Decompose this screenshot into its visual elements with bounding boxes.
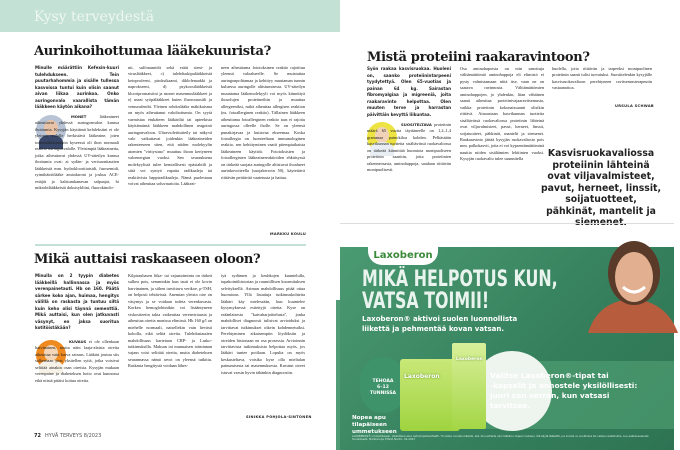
article-body (35, 339, 119, 421)
article-body: Kilpirauhasen liika- tai vajaatoiminta on tärkeä sulkea pois, semminkin kun tauti ei ole kovin harvinainen, ja siihen tarvittava verikoe, p-TSH, on helposti tehtävissä. Anemian yleisin oire on väsymys ja se voidaan todeta verenkuvasta. Korkea hemoglobiinikin voi lisääntyneen viskositeetin takia vaikeuttaa verenvirtausta ja aiheuttaa oireita monissa elimissä. Hb 160 g/l on miehelle normaali, naisellekin vain lievästi koholla, eikä selitä oireita. Tulehdustautien mahdollisuus kartetaan CRP- ja Lasko-tutkimuksilla. Maksan tai munuaisen toiminnan vajaus voisi selittää oireita, mutta diabeteksen seurannassa nämä arvot on yleensä tutkittu. Raskasta hengitystä voidaan lähes- (128, 273, 212, 369)
product-box: Laxoberon (400, 359, 460, 431)
ad-tagline: Nopea apu tilapäiseen ummetukseen (352, 415, 397, 435)
advertisement (340, 247, 674, 450)
article-title: Mistä proteiini raakaravintoon? (367, 50, 590, 65)
article-title: Mikä auttaisi raskaaseen oloon? (34, 252, 261, 267)
product-bottle-box: Laxoberon (452, 343, 486, 429)
divider (35, 244, 306, 246)
effect-time-badge: TEHOAA 6–12 TUNNISSA (360, 357, 406, 413)
ad-fine-print: LAXOBERON® ummetukseen. Vaikuttava aine natriumpikosulfaatti. Yli viiden vuoden ikäisille, alle 12-vuotiaille vain lääkärin ohjeen mukaan. Älä käytä lääkettä, jos sinulla on suolitukos tai vaikea nestehukka. Lue pakkausseloste huolellisesti. Markkinoija STADA Nordic. 04-2023 (352, 435, 649, 442)
body-text: lääkeaineet aiheuttavat yhdessä auringonvalon kanssa ihottumia. Kysyjän käyttämä kefaleksiini ei ole yleinen valolle herkistävä lääkeaine, joten todennäköisemmin kyseessä oli ihon normaali reaktio auringonvalolle. Yleisimpiä lääkeaineita, jotka aiheuttavat yhdessä UV-säteilyn kanssa ihottumia ovat: ai sydän- ja verisuonitautien lääkkeistä mm. hydroklooritiatsidi, furosemidi, rytmihäiriölääke amiodaroni ja joskus ACE-estäjät ja kalsiumkanavan salpaajat, bi mikrobilääkkeistä doksisykliini, fluorokinolo- (35, 114, 119, 190)
article-body: neen aiheuttama fototoksinen reaktio rajoittuu yleensä valoalueelle. Se muistuttaa auringonpolttamaa ja kehittyy muutaman tunnin kuluessa auringolle altistumisesta. UV-säteilyn muuntama lääkemolekyyli voi myös kiinnittyä ihosolujen proteiineihin ja muuttaa allergeeniksi, mikä aiheuttaa allergisen reaktion (ns. fotoallerginen reaktio). Tällainen lääkkeen aiheuttama fotoallerginen reaktio taas ei rajoitu auringossa olleelle iholle. Se on yleensä punakirjavaa ja kutiavaa ekseemaa. Koska fotoallergia on luonteeltaan immunologinen reaktio, sen kehittyminen vaatii pitempiaikaista lääkeaineen käyttöä. Fototoksisten ja fotoallergisten lääkeainereaktioiden ehkäisyssä on tärkeää suojata auringolle altistuvat ihoalueet aurinkovoiteella (suojakerroin 50), käytettävä riittävän peittävää vaatetusta ja hattua. (221, 65, 305, 180)
pull-quote: Kasvisruokavaliossa proteiinin lähteinä ovat viljavalmisteet, pavut, herneet, linssit, soijatuotteet, pähkinät, mantelit ja (541, 148, 661, 217)
article-body: huolella, jotta riittävän ja tarpeeksi monipuolinen proteiinin saanti tulisi turvatuksi. Suosittelenkin kysyjälle kasvisruokavalioon perehtyneen ravitsemusterapeutin vastaanottoa. (552, 66, 652, 91)
section-title: Kysy terveydestä (34, 9, 155, 25)
page-footer (34, 433, 101, 439)
byline: MARKKU KOULU (270, 232, 307, 236)
article-body (35, 114, 119, 228)
article-body: tyä sydämen ja keuhkojen kuuntelulla, tupakointihistorian ja ruumiillisen kuormituksen selvityksellä. Astman mahdollisuus pitää ottaa huomioon. Yllä listattuja tutkimuskohteita lääkäri käy mielessään, kun kuuntelee kysymyksessä esitettyjä oireita. Kyse on eräänlaisesta "kaivaharjoittelusta", jonka mahdolliset diagnoosit tulisivat arvioiduksi ja tarvittavat tutkimukset oikein kohdennetuiksi. Perehtyminen aikaisempiin löydöksiin ja oireiden historiaan on osa prosessia. Arvioinnin tarvittavista tutkimuksista helpottaa myös, jos lääkäri tuntee potilaan. Lopulta on myös keskusteltava, voisiko kyse olla mielialan painumisesta tai masennuksesta. Kuvatut oireet istuvat varsin hyvin tähänkin diagnoosiin. (221, 273, 305, 375)
article-lead: Minulle määrättiin Kefexin-kuuri tulehdukseen. Tein puutarhahommia ja sisälle tullessa kasvoissa tuntui kuin olisin saanut aivan liikaa aurinkoa. Onko auringonvalo vaarallista tämän lääkkeen käytön aikana? (35, 65, 119, 109)
divider (340, 223, 674, 224)
article-body: nit, sulfonamidit sekä eräät sieni- ja viruslääkkeet, c) tulehduskipulääkkeistä ketoprofeeni, piroksikaami, diklofenaakki ja naprokseeni, d) psykoosilääkkeistä klooripromatsiini ja monet masennuslääkkeet ja e) useat syöpälääkkeet kuten fluorourasiili ja vemurafenibi. Yleinen rohdoslääke mäkikuisma on myös aiheuttanut valoihottumia. On syytä varmistaa etukäteen lääkäriltä tai apteekista käyttämänsä lääkkeen mahdollinen reagointi auringonvaloon. Ultraviolettisäteily tai näkyvä valo vaikuttavat joidenkin lääkeaineiden rakenteeseen siten, että niiden molekyylin atomien "viritystaso" muuttuu ihoon kertyneen valoenergian vuoksi. Sen seurauksena molekyylistä tulee kemiallisesti epästabiili ja siitä voi syntyä vapaita radikaaleja tai reaktiivisia happiradikaaleja. Nämä puolestaan voivat aiheuttaa soluvaurioita. Lääkeai- (128, 65, 212, 187)
lead-word: KUVAUS (69, 339, 87, 344)
woman-photo (580, 243, 680, 333)
byline: SINIKKA POHJOLA-SINTONEN (246, 415, 312, 419)
magazine-issue: HYVÄ TERVEYS 8/2023 (44, 433, 102, 439)
page-number: 72 (34, 433, 41, 439)
article-lead: Syön raakaa kasvisruokaa. Huoleni on, saanko proteiinintarpeeni tyydytettyä. Olen 65-vuotias ja painan 64 kg. Sairastan fibromyalgiaa ja migreeniä, joita raakaravinto helpottaa. Olen muuten terve ja harrastan päivittäin kevyttä liikuntaa. (367, 66, 451, 117)
section-header (0, 0, 340, 32)
article-body (367, 122, 451, 222)
lead-word: MONET (71, 114, 87, 119)
article-body: Osa aminohapoista on niin sanottuja välttämättömiä aminohappoja eli elimistö ei pysty valmistamaan niitä itse, vaan ne on saatava ravinnosta. Välttämättömien aminohappojen, jo yhdenkin, liian vähäinen saanti aiheuttaa proteiinivajaaravitsemusta, vaikka proteiinin kokonaissaanti olisikin riittävä. Ainoastaan kasvikunnan tuotteita sisältävässä ruokavaliossa proteiinin lähteinä ovat viljavalmisteet, pavut, herneet, linssit, soijatuotteet, pähkinät, mantelit ja siemenet. Raakaravinto jättää kysyjän ruokavaliosta pois mm. palkokasvit, joita ei voi kypsentämättöminä nauttia niiden sisältämien lektiinien vuoksi. Kysyjän ruokavalio tulee suunnitella (460, 66, 544, 162)
ad-headline: MIKÄ HELPOTUS KUN, VATSA TOIMII! (362, 267, 558, 314)
brand-logo: Laxoberon (368, 247, 438, 265)
lead-word: SUOSITELTAVA (401, 122, 432, 127)
ad-subheadline: Laxoberon® aktivoi suolen luonnollista liikettä ja pehmentää kovan vatsan. (362, 315, 518, 333)
body-text: ei ole ollenkaan harvinainen, mutta näin laaja-alaisia oireita aiheuttaa vain harva sairaus. Lääkäri joutuu siis sulkemaan pois yksitellen syitä, jotka voisivat selittää ainakin osan oireista. Kysyjän mukaan verenpaine ja diabeteksen hoito ovat kunnossa eikä niistä pitäisi koitua oireita. (35, 339, 120, 383)
body-text: proteiinin määrä 65 vuotta täyttäneelle on 1,2–1,4 grammaa painokiloa kohden. Pelkästään kasvikunnan tuotteita sisältävässä ruokavaliossa on tärkeää kiinnittää huomiota monipuoliseen proteiinin saantiin, jotta proteiinien rakenneosasia, aminohappoja, saadaan riittävän monipuolisesti. (367, 122, 451, 173)
byline: URSULA SCHWAB (615, 104, 654, 108)
ad-message: Valitse Laxoberon®-tipat tai -kapselit ja annostele yksilöllisesti: juuri sen verran, kun vatsasi tarvitsee. (490, 371, 638, 410)
article-lead: Minulla on 2 tyypin diabetes lääkkeillä hallinnassa ja myös verenpainetauti. Hb on 160. Päätä särkee koko ajan, huimaa, hengitys välillä on raskasta ja tuntuu siltä kuin keho olisi täynnä sementtiä. Mikä auttaisi, kun olen jatkuvasti väsynyt, en jaksa suoritua kotitöistäkään? (35, 273, 119, 330)
article-title: Aurinkoihottumaa lääkekuurista? (34, 44, 271, 59)
